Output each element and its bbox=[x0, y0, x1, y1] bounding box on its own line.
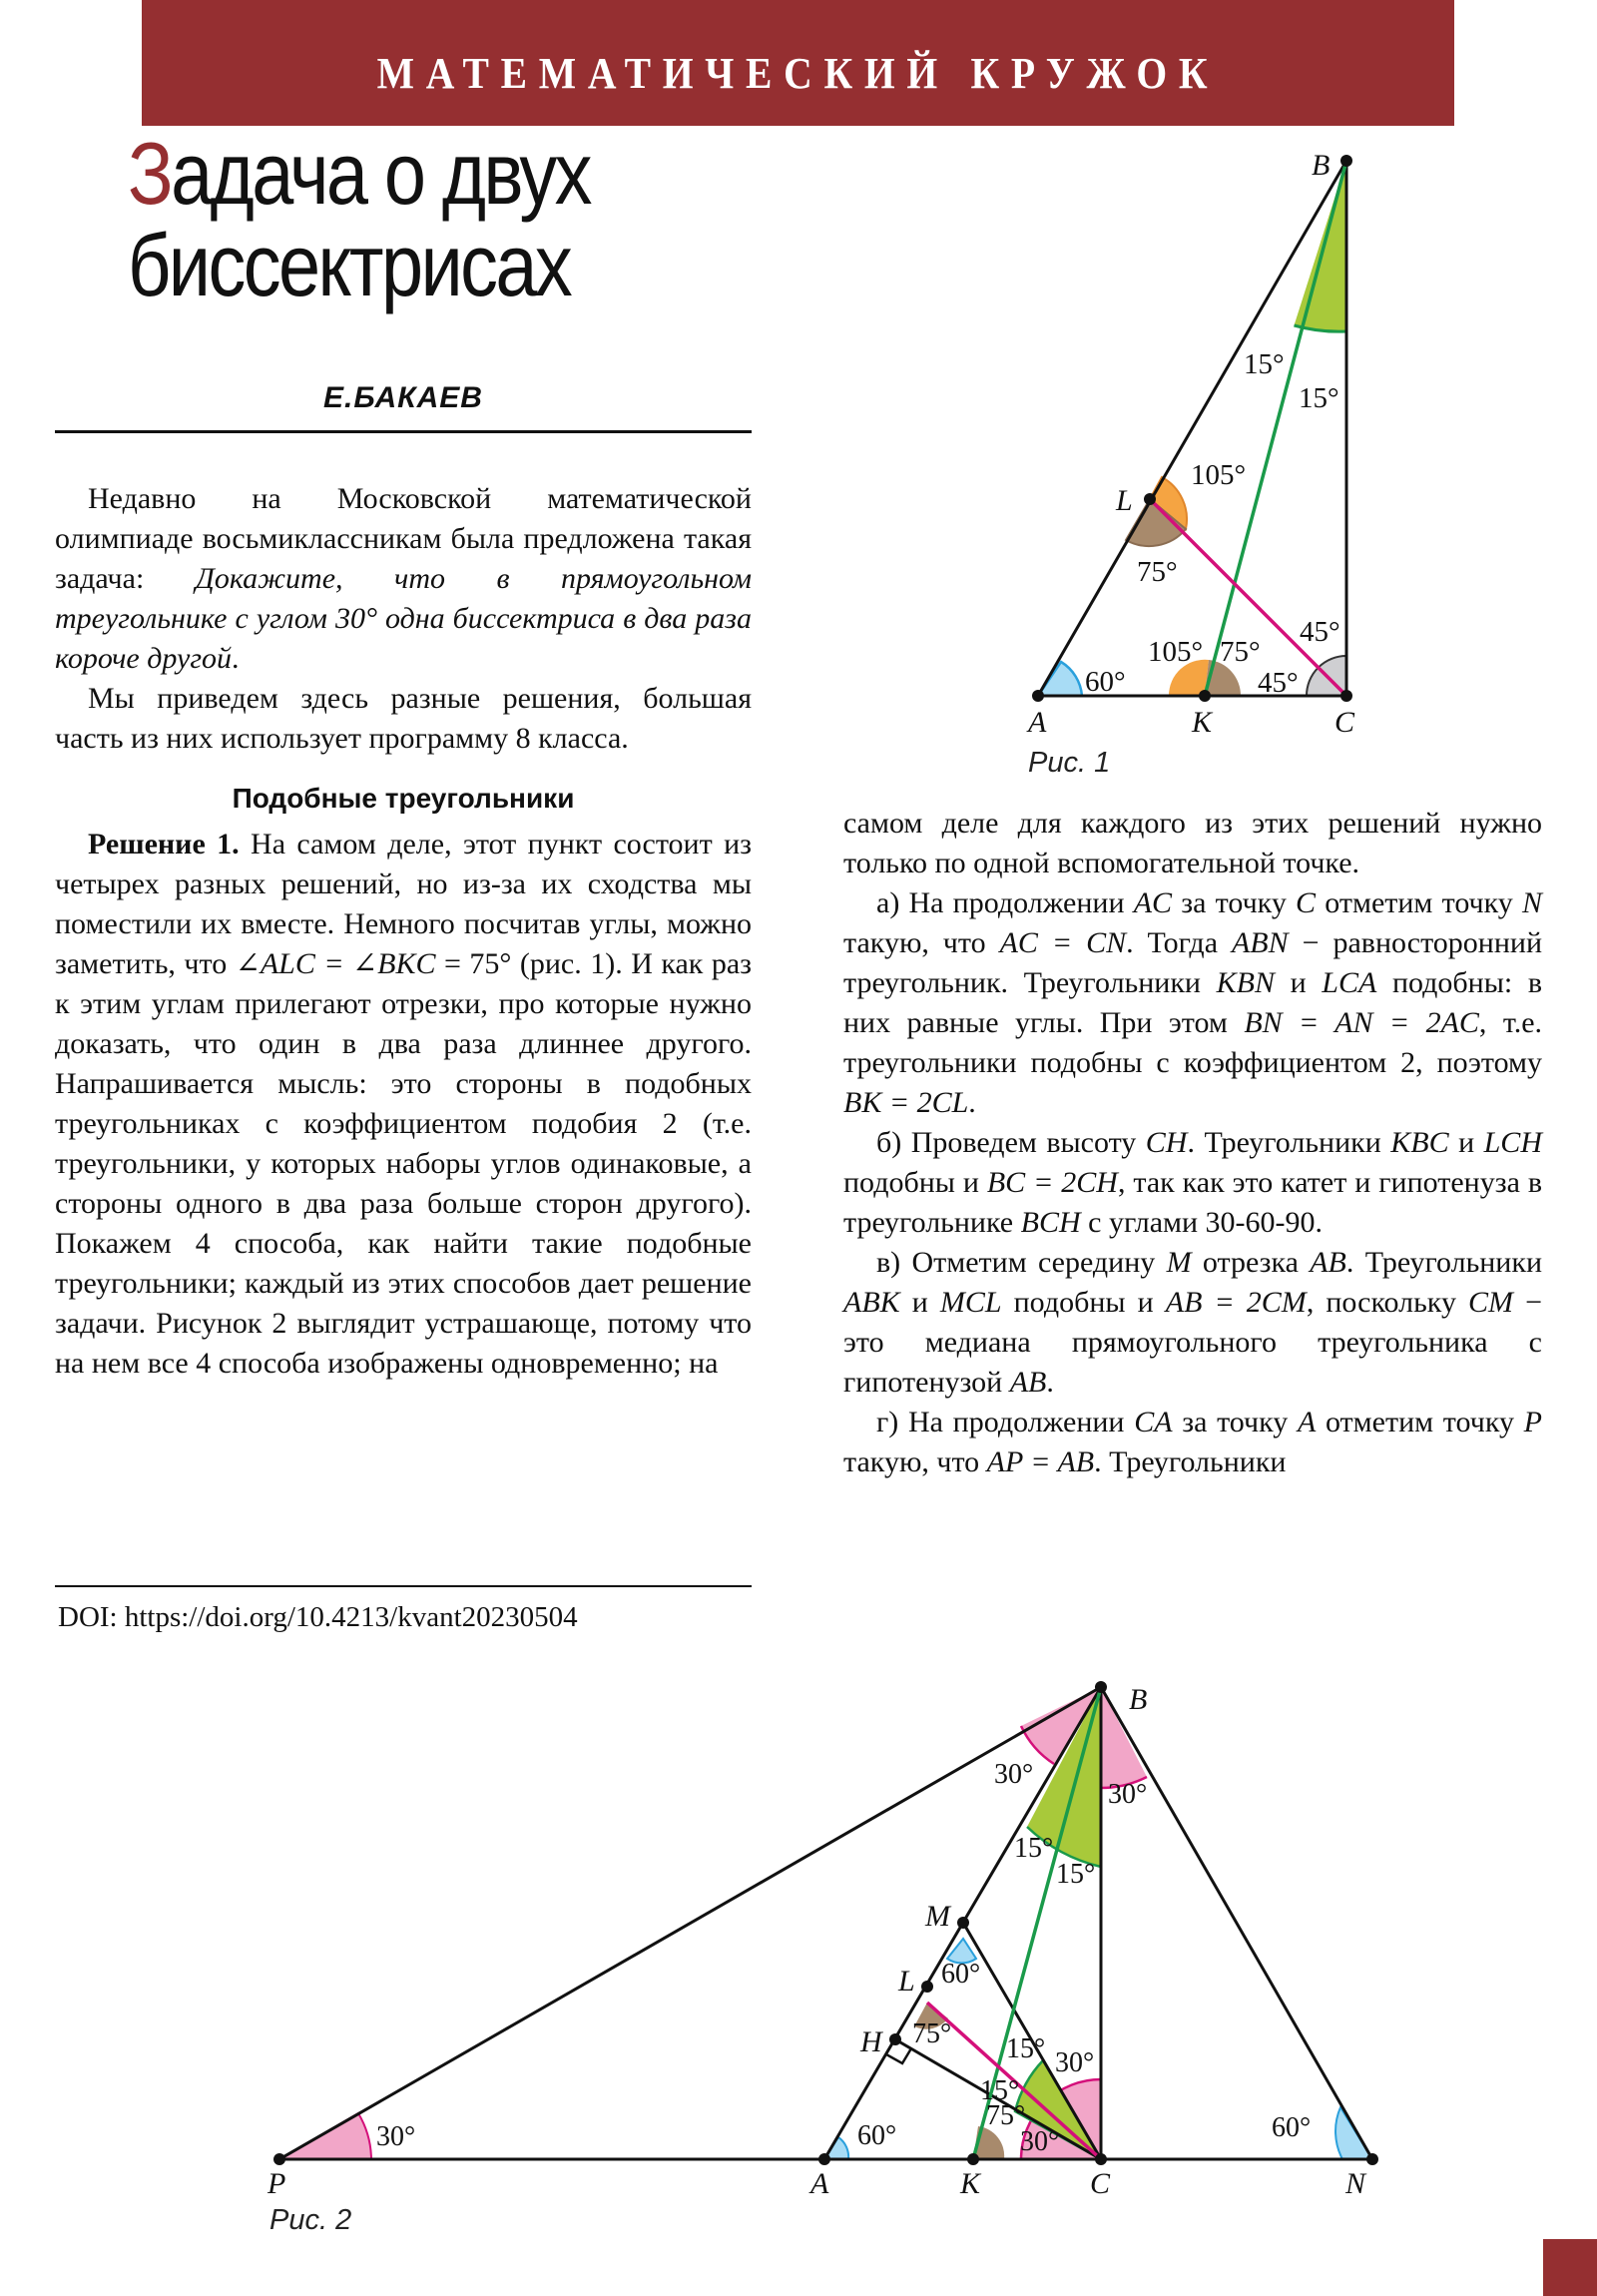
text: отметим точку bbox=[1316, 886, 1522, 919]
figure-2 bbox=[240, 1657, 1397, 2196]
label-m: M bbox=[925, 1900, 950, 1933]
math: BN = AN = 2AC bbox=[1244, 1006, 1479, 1039]
text: б) Проведем высоту bbox=[876, 1126, 1146, 1159]
math: BC = 2CH bbox=[986, 1166, 1118, 1199]
math: ABN bbox=[1231, 926, 1289, 959]
label-h: H bbox=[860, 2025, 882, 2058]
left-column bbox=[55, 479, 752, 1384]
angle-a bbox=[1038, 662, 1082, 696]
angle-label-c-upper: 45° bbox=[1300, 616, 1340, 648]
method-g bbox=[843, 1403, 1542, 1482]
math: AB bbox=[1310, 1246, 1346, 1279]
title-line-1: адача о двух bbox=[171, 124, 590, 223]
math: BCH bbox=[1020, 1206, 1081, 1239]
label-b: B bbox=[1312, 149, 1331, 182]
author: Е.БАКАЕВ bbox=[323, 381, 483, 414]
angle-label-p: 30° bbox=[376, 2121, 416, 2152]
intro-paragraph bbox=[55, 479, 752, 679]
angle-label-n: 60° bbox=[1272, 2112, 1312, 2143]
text: Недавно на Московской математической олимпиаде восьмиклассникам была предложена такая задача: bbox=[55, 482, 752, 595]
text: за точку bbox=[1172, 886, 1297, 919]
solution-paragraph bbox=[55, 825, 752, 1384]
point-l bbox=[1144, 493, 1156, 505]
point-c bbox=[1340, 690, 1352, 702]
point-n bbox=[1366, 2153, 1378, 2165]
intro-paragraph-2: Мы приведем здесь разные решения, большая часть из них использует программу 8 класса. bbox=[55, 682, 752, 755]
label-c: C bbox=[1090, 2167, 1111, 2196]
text: , поскольку bbox=[1306, 1286, 1469, 1319]
method-b bbox=[843, 1123, 1542, 1243]
text: . bbox=[1046, 1366, 1054, 1399]
angle-label-b-lower: 15° bbox=[1299, 382, 1339, 414]
label-l: L bbox=[1116, 484, 1133, 517]
label-a: A bbox=[810, 2167, 829, 2196]
label-l: L bbox=[898, 1965, 915, 1998]
problem-statement: Докажите, что в прямоугольном треугольнике с углом 30° одна биссектриса в два раза короче другой bbox=[55, 562, 752, 675]
math: A bbox=[1297, 1406, 1317, 1438]
math: M bbox=[1166, 1246, 1192, 1279]
text: . bbox=[232, 642, 240, 675]
point-b bbox=[1095, 1681, 1107, 1693]
math: C bbox=[1296, 886, 1317, 919]
text: и bbox=[899, 1286, 940, 1319]
text: а) На продолжении bbox=[876, 886, 1134, 919]
section-header-bar bbox=[142, 0, 1454, 126]
right-angle-mark-h bbox=[886, 2048, 911, 2063]
text: . Треугольники bbox=[1187, 1126, 1391, 1159]
text: подобны: в них равные углы. При этом bbox=[843, 966, 1542, 1039]
solution-label: Решение 1. bbox=[88, 828, 240, 861]
angle-label-b-green2: 15° bbox=[1056, 1859, 1096, 1890]
text: . Тогда bbox=[1126, 926, 1232, 959]
label-k: K bbox=[1192, 706, 1213, 739]
math: LCA bbox=[1322, 966, 1377, 999]
math: P bbox=[1523, 1406, 1542, 1438]
text: На самом деле, этот пункт состоит из четырех разных решений, но из-за их сходства мы поместили их вместе. Немного посчитав углы, можно заметить, что bbox=[55, 828, 753, 980]
math: N bbox=[1522, 886, 1543, 919]
figure-1 bbox=[998, 140, 1397, 739]
angle-label-c-15b: 15° bbox=[980, 2075, 1020, 2106]
angle-label-k-right: 75° bbox=[1220, 636, 1261, 668]
page-corner-tab bbox=[1543, 2239, 1597, 2296]
title-initial: З bbox=[128, 124, 172, 223]
math: KBN bbox=[1216, 966, 1275, 999]
angle-label-c-15a: 15° bbox=[1006, 2033, 1046, 2064]
point-p bbox=[273, 2153, 285, 2165]
math: AC = CN bbox=[999, 926, 1127, 959]
math: BK = 2CL bbox=[843, 1086, 969, 1119]
angle-label-m: 60° bbox=[941, 1959, 981, 1990]
text: подобны и bbox=[1001, 1286, 1166, 1319]
math: AC bbox=[1133, 886, 1173, 919]
text: с углами 30-60-90. bbox=[1080, 1206, 1324, 1239]
text: , т.е. треугольники подобны с коэффициентом 2, поэтому bbox=[843, 1006, 1543, 1079]
label-b: B bbox=[1129, 1683, 1148, 1716]
right-column bbox=[843, 804, 1542, 1482]
text: , так как это катет и гипотенуза в треугольнике bbox=[843, 1166, 1542, 1239]
text: подобны и bbox=[843, 1166, 987, 1199]
text: г) На продолжении bbox=[876, 1406, 1135, 1438]
point-c bbox=[1095, 2153, 1107, 2165]
math: AB = 2CM bbox=[1165, 1286, 1307, 1319]
text: . Треугольники bbox=[1094, 1445, 1287, 1478]
point-h bbox=[889, 2033, 901, 2045]
text: . Треугольники bbox=[1345, 1246, 1542, 1279]
point-a bbox=[1032, 690, 1044, 702]
math: ∠ALC = ∠BKC bbox=[235, 947, 436, 980]
text: отметим точку bbox=[1316, 1406, 1524, 1438]
method-a bbox=[843, 883, 1542, 1123]
title-line-2: биссектрисах bbox=[128, 216, 571, 314]
angle-label-c-30b: 30° bbox=[1020, 2126, 1060, 2157]
math: CA bbox=[1134, 1406, 1173, 1438]
math: AB bbox=[1009, 1366, 1047, 1399]
math: MCL bbox=[939, 1286, 1002, 1319]
math: ABK bbox=[843, 1286, 900, 1319]
angle-label-a: 60° bbox=[857, 2120, 897, 2151]
text: = 75° (рис. 1). И как раз к этим углам прилегают отрезки, про которые нужно доказать, что один в два раза длиннее другого. Напрашивается мысль: это стороны в подобных треугольниках с коэффициентом подобия 2 (т.е. треугольники, у которых наборы углов одинаковые, а стороны одного в два раза больше сторон другого). Покажем 4 способа, как найти такие подобные треугольники; каждый из этих способов дает решение задачи. Рисунок 2 выглядит устрашающе, потому что на нем все 4 способа изображены одновременно; на bbox=[55, 947, 752, 1380]
angle-label-a: 60° bbox=[1085, 666, 1126, 698]
text: − равносторонний треугольник. Треугольники bbox=[843, 926, 1542, 999]
angle-label-c-lower: 45° bbox=[1258, 667, 1299, 699]
label-k: K bbox=[960, 2167, 981, 2196]
label-p: P bbox=[267, 2167, 286, 2196]
text: в) Отметим середину bbox=[876, 1246, 1167, 1279]
math: KBC bbox=[1390, 1126, 1449, 1159]
footnote-divider bbox=[55, 1585, 752, 1587]
point-b bbox=[1340, 155, 1352, 167]
math: CM bbox=[1468, 1286, 1514, 1319]
angle-label-b-upper: 15° bbox=[1244, 348, 1285, 380]
continuation-paragraph: самом деле для каждого из этих решений нужно только по одной вспомогательной точке. bbox=[843, 807, 1542, 879]
text: . bbox=[968, 1086, 976, 1119]
point-k bbox=[967, 2153, 979, 2165]
text: и bbox=[1274, 966, 1323, 999]
author-divider bbox=[55, 430, 752, 433]
angle-label-b-right: 30° bbox=[1108, 1779, 1148, 1810]
angle-label-k: 75° bbox=[986, 2100, 1026, 2131]
angle-label-b-green1: 15° bbox=[1014, 1833, 1054, 1864]
point-a bbox=[818, 2153, 830, 2165]
article-title bbox=[128, 124, 590, 314]
doi-link[interactable]: DOI: https://doi.org/10.4213/kvant20230504 bbox=[58, 1601, 578, 1633]
label-n: N bbox=[1345, 2167, 1366, 2196]
figure-1-caption: Рис. 1 bbox=[1028, 747, 1111, 779]
angle-label-l-upper: 105° bbox=[1191, 459, 1247, 491]
point-l bbox=[921, 1981, 933, 1993]
math: CH bbox=[1145, 1126, 1188, 1159]
point-k bbox=[1199, 690, 1211, 702]
angle-label-l-lower: 75° bbox=[1137, 556, 1178, 588]
method-v bbox=[843, 1243, 1542, 1403]
angle-label-b-left: 30° bbox=[994, 1759, 1034, 1790]
angle-label-k-left: 105° bbox=[1148, 636, 1204, 668]
point-m bbox=[957, 1917, 969, 1929]
label-c: C bbox=[1334, 706, 1355, 739]
text: такую, что bbox=[843, 1445, 987, 1478]
text: и bbox=[1448, 1126, 1484, 1159]
text: за точку bbox=[1172, 1406, 1298, 1438]
label-a: A bbox=[1028, 706, 1047, 739]
figure-2-caption: Рис. 2 bbox=[269, 2204, 352, 2236]
section-heading: Подобные треугольники bbox=[232, 783, 575, 814]
angle-label-c-30a: 30° bbox=[1055, 2047, 1095, 2078]
math: LCH bbox=[1483, 1126, 1542, 1159]
line-bn bbox=[1101, 1687, 1372, 2159]
text: − это медиана прямоугольного треугольника с гипотенузой bbox=[843, 1286, 1543, 1399]
math: AP = AB bbox=[986, 1445, 1095, 1478]
section-title: МАТЕМАТИЧЕСКИЙ КРУЖОК bbox=[376, 49, 1220, 98]
text: отрезка bbox=[1191, 1246, 1311, 1279]
text: такую, что bbox=[843, 926, 1000, 959]
angle-label-l: 75° bbox=[912, 2018, 952, 2049]
